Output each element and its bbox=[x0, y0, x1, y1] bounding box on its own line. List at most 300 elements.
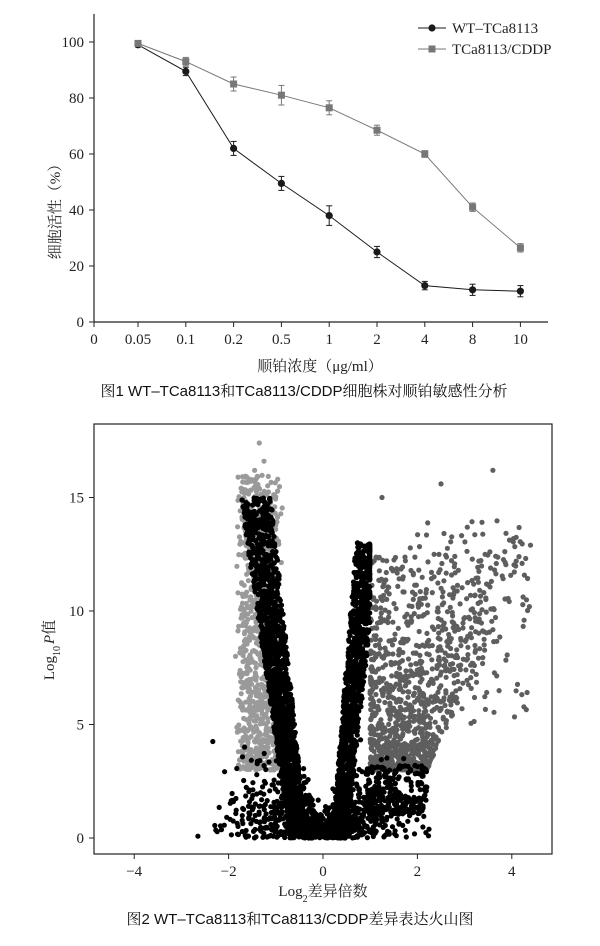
volcano-point bbox=[451, 667, 456, 672]
volcano-point bbox=[408, 714, 413, 719]
volcano-point bbox=[247, 535, 252, 540]
volcano-point bbox=[425, 640, 430, 645]
y-tick-label: 80 bbox=[69, 91, 84, 107]
volcano-point bbox=[528, 543, 533, 548]
volcano-point bbox=[449, 572, 454, 577]
volcano-point bbox=[411, 693, 416, 698]
volcano-point bbox=[270, 580, 275, 585]
volcano-point bbox=[350, 757, 355, 762]
volcano-point bbox=[445, 546, 450, 551]
volcano-point bbox=[475, 565, 480, 570]
volcano-point bbox=[279, 722, 284, 727]
volcano-point bbox=[417, 629, 422, 634]
data-point bbox=[230, 81, 237, 88]
volcano-point bbox=[245, 617, 250, 622]
volcano-point bbox=[490, 468, 495, 473]
volcano-point bbox=[449, 534, 454, 539]
volcano-point bbox=[275, 477, 280, 482]
volcano-point bbox=[416, 602, 421, 607]
volcano-point bbox=[351, 701, 356, 706]
volcano-point bbox=[278, 646, 283, 651]
volcano-point bbox=[452, 673, 457, 678]
volcano-point bbox=[482, 637, 487, 642]
volcano-point bbox=[373, 605, 378, 610]
volcano-point bbox=[241, 645, 246, 650]
volcano-point bbox=[437, 662, 442, 667]
volcano-point bbox=[437, 685, 442, 690]
volcano-point bbox=[271, 766, 276, 771]
volcano-point bbox=[266, 728, 271, 733]
volcano-point bbox=[435, 605, 440, 610]
volcano-point bbox=[397, 682, 402, 687]
volcano-point bbox=[423, 596, 428, 601]
volcano-point bbox=[365, 560, 370, 565]
volcano-point bbox=[251, 718, 256, 723]
volcano-point bbox=[384, 597, 389, 602]
volcano-point bbox=[356, 607, 361, 612]
volcano-point bbox=[405, 637, 410, 642]
volcano-point bbox=[268, 557, 273, 562]
volcano-point bbox=[362, 620, 367, 625]
volcano-point bbox=[273, 639, 278, 644]
volcano-point bbox=[473, 650, 478, 655]
volcano-point bbox=[493, 554, 498, 559]
volcano-point bbox=[484, 610, 489, 615]
volcano-point bbox=[508, 573, 513, 578]
volcano-point bbox=[444, 571, 449, 576]
volcano-point bbox=[522, 573, 527, 578]
volcano-point bbox=[256, 582, 261, 587]
volcano-point bbox=[358, 662, 363, 667]
volcano-point bbox=[466, 682, 471, 687]
volcano-point bbox=[248, 724, 253, 729]
volcano-point bbox=[480, 655, 485, 660]
series-layer bbox=[134, 40, 524, 297]
data-point bbox=[278, 92, 285, 99]
volcano-point bbox=[439, 648, 444, 653]
volcano-point bbox=[243, 657, 248, 662]
volcano-point bbox=[276, 669, 281, 674]
volcano-point bbox=[422, 612, 427, 617]
volcano-plot bbox=[40, 424, 552, 928]
volcano-point bbox=[408, 545, 413, 550]
volcano-point bbox=[472, 719, 477, 724]
volcano-point bbox=[487, 584, 492, 589]
volcano-point bbox=[403, 683, 408, 688]
volcano-point bbox=[425, 520, 430, 525]
volcano-point bbox=[430, 590, 435, 595]
volcano-point bbox=[359, 639, 364, 644]
volcano-point bbox=[436, 552, 441, 557]
volcano-point bbox=[497, 634, 502, 639]
volcano-point bbox=[379, 495, 384, 500]
volcano-point bbox=[460, 585, 465, 590]
volcano-point bbox=[281, 704, 286, 709]
volcano-point bbox=[449, 636, 454, 641]
volcano-point bbox=[374, 599, 379, 604]
volcano-point bbox=[362, 588, 367, 593]
volcano-point bbox=[407, 746, 412, 751]
volcano-point bbox=[264, 504, 269, 509]
volcano-point bbox=[348, 720, 353, 725]
volcano-point bbox=[520, 561, 525, 566]
volcano-point bbox=[502, 596, 507, 601]
volcano-point bbox=[267, 675, 272, 680]
data-point bbox=[469, 204, 476, 211]
volcano-point bbox=[465, 525, 470, 530]
volcano-point bbox=[395, 567, 400, 572]
volcano-point bbox=[521, 624, 526, 629]
volcano-point bbox=[381, 676, 386, 681]
volcano-point bbox=[366, 542, 371, 547]
volcano-point bbox=[400, 747, 405, 752]
x-tick-label: 10 bbox=[512, 332, 528, 348]
volcano-point bbox=[480, 628, 485, 633]
volcano-point bbox=[266, 636, 271, 641]
volcano-point bbox=[351, 669, 356, 674]
volcano-point bbox=[271, 725, 276, 730]
volcano-point bbox=[249, 706, 254, 711]
volcano-point bbox=[365, 628, 370, 633]
volcano-point bbox=[468, 675, 473, 680]
volcano-point bbox=[394, 727, 399, 732]
volcano-point bbox=[412, 611, 417, 616]
data-point bbox=[326, 212, 333, 219]
legend-marker-wt bbox=[428, 24, 435, 31]
volcano-point bbox=[518, 539, 523, 544]
volcano-point bbox=[455, 700, 460, 705]
volcano-point bbox=[387, 747, 392, 752]
volcano-point bbox=[271, 611, 276, 616]
volcano-point bbox=[234, 725, 239, 730]
data-point bbox=[421, 282, 428, 289]
volcano-point bbox=[254, 693, 259, 698]
volcano-point bbox=[381, 730, 386, 735]
volcano-point bbox=[264, 629, 269, 634]
volcano-point bbox=[257, 440, 262, 445]
x-tick-label: 2 bbox=[373, 332, 381, 348]
volcano-point bbox=[418, 679, 423, 684]
volcano-point bbox=[463, 639, 468, 644]
volcano-point bbox=[375, 739, 380, 744]
volcano-point bbox=[401, 715, 406, 720]
volcano-point bbox=[268, 525, 273, 530]
volcano-point bbox=[400, 637, 405, 642]
volcano-point bbox=[387, 591, 392, 596]
volcano-point bbox=[503, 658, 508, 663]
volcano-point bbox=[460, 625, 465, 630]
volcano-point bbox=[280, 696, 285, 701]
volcano-point bbox=[254, 527, 259, 532]
volcano-point bbox=[355, 733, 360, 738]
volcano-point bbox=[274, 735, 279, 740]
volcano-point bbox=[248, 660, 253, 665]
volcano-point bbox=[356, 548, 361, 553]
volcano-point bbox=[479, 520, 484, 525]
volcano-point bbox=[494, 561, 499, 566]
volcano-point bbox=[458, 601, 463, 606]
x-tick-label: 0 bbox=[90, 332, 98, 348]
volcano-point bbox=[415, 532, 420, 537]
volcano-point bbox=[469, 519, 474, 524]
volcano-point bbox=[274, 582, 279, 587]
volcano-point bbox=[492, 567, 497, 572]
volcano-point bbox=[470, 557, 475, 562]
volcano-point bbox=[256, 522, 261, 527]
volcano-point bbox=[368, 648, 373, 653]
volcano-point bbox=[400, 564, 405, 569]
volcano-point bbox=[501, 576, 506, 581]
volcano-point bbox=[256, 605, 261, 610]
volcano-point bbox=[234, 564, 239, 569]
volcano-point bbox=[387, 717, 392, 722]
y-axis-label: 细胞活性（%） bbox=[48, 156, 64, 260]
volcano-point bbox=[443, 688, 448, 693]
volcano-point bbox=[384, 649, 389, 654]
volcano-point bbox=[417, 720, 422, 725]
volcano-point bbox=[350, 611, 355, 616]
volcano-point bbox=[337, 745, 342, 750]
volcano-point bbox=[438, 672, 443, 677]
volcano-point bbox=[503, 531, 508, 536]
volcano-point bbox=[514, 535, 519, 540]
volcano-point bbox=[502, 549, 507, 554]
volcano-point bbox=[482, 648, 487, 653]
volcano-point bbox=[339, 729, 344, 734]
volcano-point bbox=[259, 566, 264, 571]
volcano-point bbox=[389, 566, 394, 571]
volcano-point bbox=[367, 575, 372, 580]
volcano-point bbox=[238, 607, 243, 612]
volcano-point bbox=[359, 687, 364, 692]
volcano-point bbox=[261, 513, 266, 518]
volcano-point bbox=[369, 724, 374, 729]
volcano-point bbox=[521, 704, 526, 709]
volcano-point bbox=[347, 630, 352, 635]
volcano-point bbox=[438, 567, 443, 572]
volcano-point bbox=[406, 689, 411, 694]
volcano-point bbox=[407, 603, 412, 608]
volcano-point bbox=[472, 695, 477, 700]
volcano-point bbox=[358, 670, 363, 675]
volcano-point bbox=[440, 602, 445, 607]
volcano-point bbox=[281, 672, 286, 677]
volcano-point bbox=[490, 627, 495, 632]
volcano-point bbox=[482, 642, 487, 647]
data-point bbox=[469, 286, 476, 293]
legend-marker-cddp bbox=[429, 46, 436, 53]
volcano-point bbox=[251, 521, 256, 526]
volcano-point bbox=[277, 484, 282, 489]
volcano-point bbox=[408, 662, 413, 667]
volcano-point bbox=[389, 662, 394, 667]
volcano-point bbox=[519, 692, 524, 697]
volcano-point bbox=[516, 554, 521, 559]
volcano-point bbox=[453, 655, 458, 660]
volcano-point bbox=[277, 710, 282, 715]
volcano-point bbox=[418, 589, 423, 594]
volcano-point bbox=[478, 558, 483, 563]
volcano-point bbox=[251, 648, 256, 653]
volcano-point bbox=[342, 707, 347, 712]
volcano-point bbox=[462, 615, 467, 620]
volcano-point bbox=[425, 559, 430, 564]
volcano-point bbox=[463, 667, 468, 672]
volcano-point bbox=[438, 481, 443, 486]
volcano-point bbox=[411, 572, 416, 577]
volcano-point bbox=[385, 620, 390, 625]
volcano-point bbox=[262, 524, 267, 529]
volcano-point bbox=[248, 542, 253, 547]
volcano-point bbox=[257, 738, 262, 743]
volcano-point bbox=[253, 670, 258, 675]
volcano-point bbox=[395, 717, 400, 722]
volcano-point bbox=[275, 595, 280, 600]
volcano-point bbox=[514, 688, 519, 693]
volcano-point bbox=[414, 747, 419, 752]
volcano-point bbox=[351, 693, 356, 698]
volcano-point bbox=[494, 639, 499, 644]
volcano-point bbox=[355, 620, 360, 625]
volcano-point bbox=[413, 650, 418, 655]
volcano-point bbox=[255, 640, 260, 645]
volcano-point bbox=[410, 590, 415, 595]
volcano-point bbox=[372, 633, 377, 638]
volcano-point bbox=[282, 665, 287, 670]
volcano-point bbox=[474, 672, 479, 677]
volcano-point bbox=[458, 638, 463, 643]
volcano-point bbox=[503, 560, 508, 565]
volcano-point bbox=[512, 544, 517, 549]
volcano-point bbox=[280, 688, 285, 693]
volcano-point bbox=[417, 596, 422, 601]
volcano-point bbox=[517, 525, 522, 530]
volcano-point bbox=[372, 558, 377, 563]
x-tick-label: 1 bbox=[325, 332, 333, 348]
volcano-point bbox=[394, 674, 399, 679]
volcano-point bbox=[487, 549, 492, 554]
volcano-point bbox=[270, 658, 275, 663]
y-tick-label: 40 bbox=[69, 203, 84, 219]
volcano-point bbox=[474, 680, 479, 685]
volcano-point bbox=[406, 729, 411, 734]
volcano-point bbox=[344, 738, 349, 743]
volcano-point bbox=[473, 615, 478, 620]
volcano-point bbox=[274, 746, 279, 751]
volcano-point bbox=[246, 578, 251, 583]
volcano-point bbox=[416, 697, 421, 702]
volcano-point bbox=[354, 653, 359, 658]
volcano-point bbox=[241, 738, 246, 743]
volcano-point bbox=[384, 558, 389, 563]
volcano-point bbox=[494, 673, 499, 678]
scatter-points bbox=[195, 440, 533, 840]
volcano-point bbox=[247, 597, 252, 602]
volcano-point bbox=[350, 686, 355, 691]
volcano-point bbox=[427, 747, 432, 752]
volcano-point bbox=[243, 637, 248, 642]
volcano-point bbox=[244, 678, 249, 683]
volcano-point bbox=[515, 682, 520, 687]
volcano-point bbox=[259, 619, 264, 624]
volcano-point bbox=[266, 520, 271, 525]
volcano-point bbox=[278, 511, 283, 516]
volcano-point bbox=[464, 596, 469, 601]
volcano-point bbox=[429, 657, 434, 662]
volcano-point bbox=[276, 716, 281, 721]
volcano-point bbox=[280, 630, 285, 635]
volcano-point bbox=[276, 680, 281, 685]
volcano-point bbox=[236, 624, 241, 629]
volcano-point bbox=[254, 568, 259, 573]
volcano-point bbox=[428, 716, 433, 721]
volcano-point bbox=[382, 700, 387, 705]
volcano-point bbox=[357, 543, 362, 548]
volcano-point bbox=[430, 679, 435, 684]
volcano-point bbox=[259, 698, 264, 703]
volcano-point bbox=[341, 752, 346, 757]
volcano-point bbox=[363, 635, 368, 640]
volcano-point bbox=[256, 687, 261, 692]
figure1-caption: 图1 WT–TCa8113和TCa8113/CDDP细胞株对顺铂敏感性分析 bbox=[100, 383, 508, 400]
volcano-point bbox=[420, 575, 425, 580]
volcano-point bbox=[448, 699, 453, 704]
volcano-point bbox=[401, 574, 406, 579]
legend bbox=[418, 21, 551, 58]
volcano-point bbox=[291, 721, 296, 726]
volcano-point bbox=[241, 728, 246, 733]
volcano-point bbox=[280, 763, 285, 768]
volcano-point bbox=[373, 692, 378, 697]
volcano-point bbox=[241, 553, 246, 558]
volcano-point bbox=[393, 733, 398, 738]
volcano-point bbox=[362, 655, 367, 660]
volcano-point bbox=[429, 570, 434, 575]
volcano-point bbox=[257, 508, 262, 513]
volcano-point bbox=[280, 620, 285, 625]
volcano-point bbox=[377, 620, 382, 625]
x-tick-label: 0.5 bbox=[272, 332, 291, 348]
volcano-point bbox=[377, 568, 382, 573]
volcano-point bbox=[432, 552, 437, 557]
volcano-point bbox=[273, 690, 278, 695]
volcano-point bbox=[390, 687, 395, 692]
data-point bbox=[230, 145, 237, 152]
volcano-point bbox=[459, 533, 464, 538]
volcano-point bbox=[235, 628, 240, 633]
volcano-point bbox=[363, 548, 368, 553]
volcano-point bbox=[273, 653, 278, 658]
volcano-point bbox=[278, 610, 283, 615]
volcano-point bbox=[263, 652, 268, 657]
volcano-point bbox=[346, 665, 351, 670]
volcano-point bbox=[253, 661, 258, 666]
volcano-point bbox=[390, 651, 395, 656]
volcano-point bbox=[367, 601, 372, 606]
volcano-point bbox=[369, 746, 374, 751]
volcano-point bbox=[403, 678, 408, 683]
line-chart bbox=[47, 14, 551, 400]
volcano-point bbox=[456, 663, 461, 668]
volcano-point bbox=[263, 575, 268, 580]
volcano-point bbox=[267, 663, 272, 668]
volcano-point bbox=[420, 737, 425, 742]
volcano-point bbox=[441, 695, 446, 700]
x-tick-label: 0.1 bbox=[176, 332, 196, 348]
volcano-point bbox=[247, 767, 252, 772]
volcano-point bbox=[444, 554, 449, 559]
volcano-point bbox=[416, 725, 421, 730]
